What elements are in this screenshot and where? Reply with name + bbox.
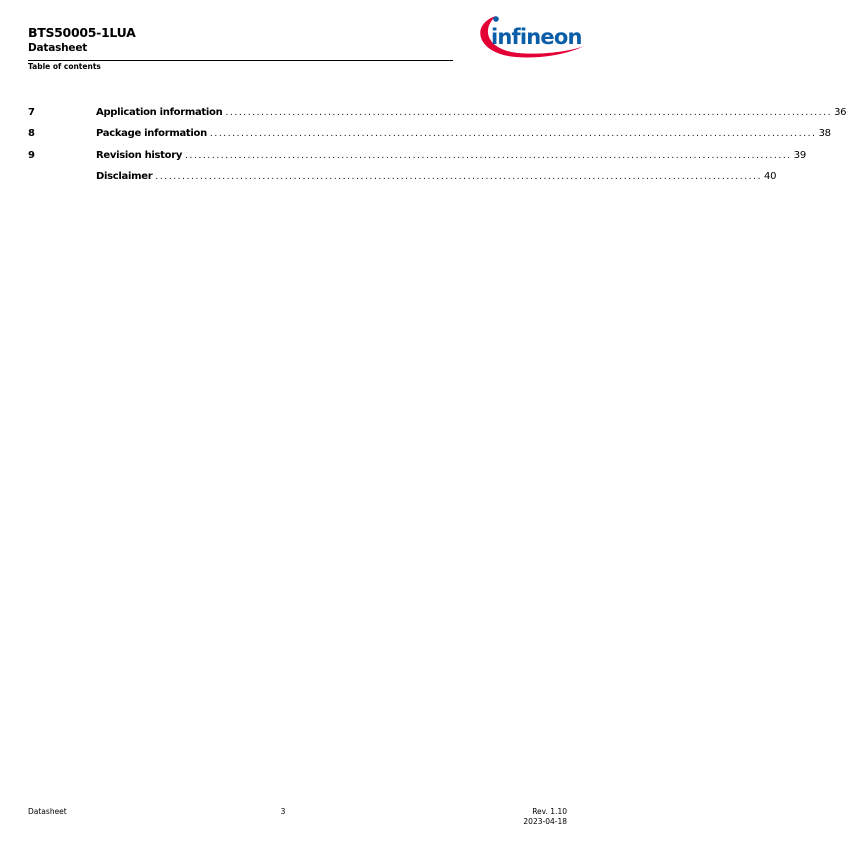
footer-revision: Rev. 1.10 <box>532 807 567 816</box>
footer-date: 2023-04-18 <box>523 817 567 826</box>
toc-leader-dots: ........................................................................................................................................ <box>209 129 817 139</box>
footer-doc-type: Datasheet <box>28 807 67 816</box>
toc-leader-dots: ........................................................................................................................................ <box>155 172 763 182</box>
toc-entry-number: 8 <box>28 128 35 139</box>
toc-leader-dots: ........................................................................................................................................ <box>225 108 833 118</box>
logo-wordmark: infineon <box>491 25 582 49</box>
toc-entry-number: 9 <box>28 150 35 161</box>
toc-entry[interactable] <box>28 147 806 161</box>
toc-entry-title[interactable]: Package information <box>96 128 207 139</box>
toc-entry-page[interactable]: 40 <box>764 171 777 182</box>
section-title: Table of contents <box>28 62 101 71</box>
document-title: BTS50005-1LUA <box>28 25 136 40</box>
toc-entry-page[interactable]: 38 <box>818 128 831 139</box>
toc-entry-page[interactable]: 39 <box>793 150 806 161</box>
toc-entry-number: 7 <box>28 107 35 118</box>
toc-entry[interactable] <box>28 104 846 118</box>
document-subtitle: Datasheet <box>28 42 88 54</box>
page-number: 3 <box>280 807 286 816</box>
toc-entry-title[interactable]: Application information <box>96 107 223 118</box>
toc-entry-title[interactable]: Disclaimer <box>96 171 153 182</box>
toc-leader-dots: ........................................................................................................................................ <box>185 151 792 161</box>
toc-entry-page[interactable]: 36 <box>834 107 846 118</box>
infineon-logo <box>476 10 586 62</box>
header-divider <box>28 60 453 61</box>
toc-entry[interactable] <box>28 168 777 182</box>
toc-entry-title[interactable]: Revision history <box>96 150 183 161</box>
toc-entry[interactable] <box>28 125 831 139</box>
